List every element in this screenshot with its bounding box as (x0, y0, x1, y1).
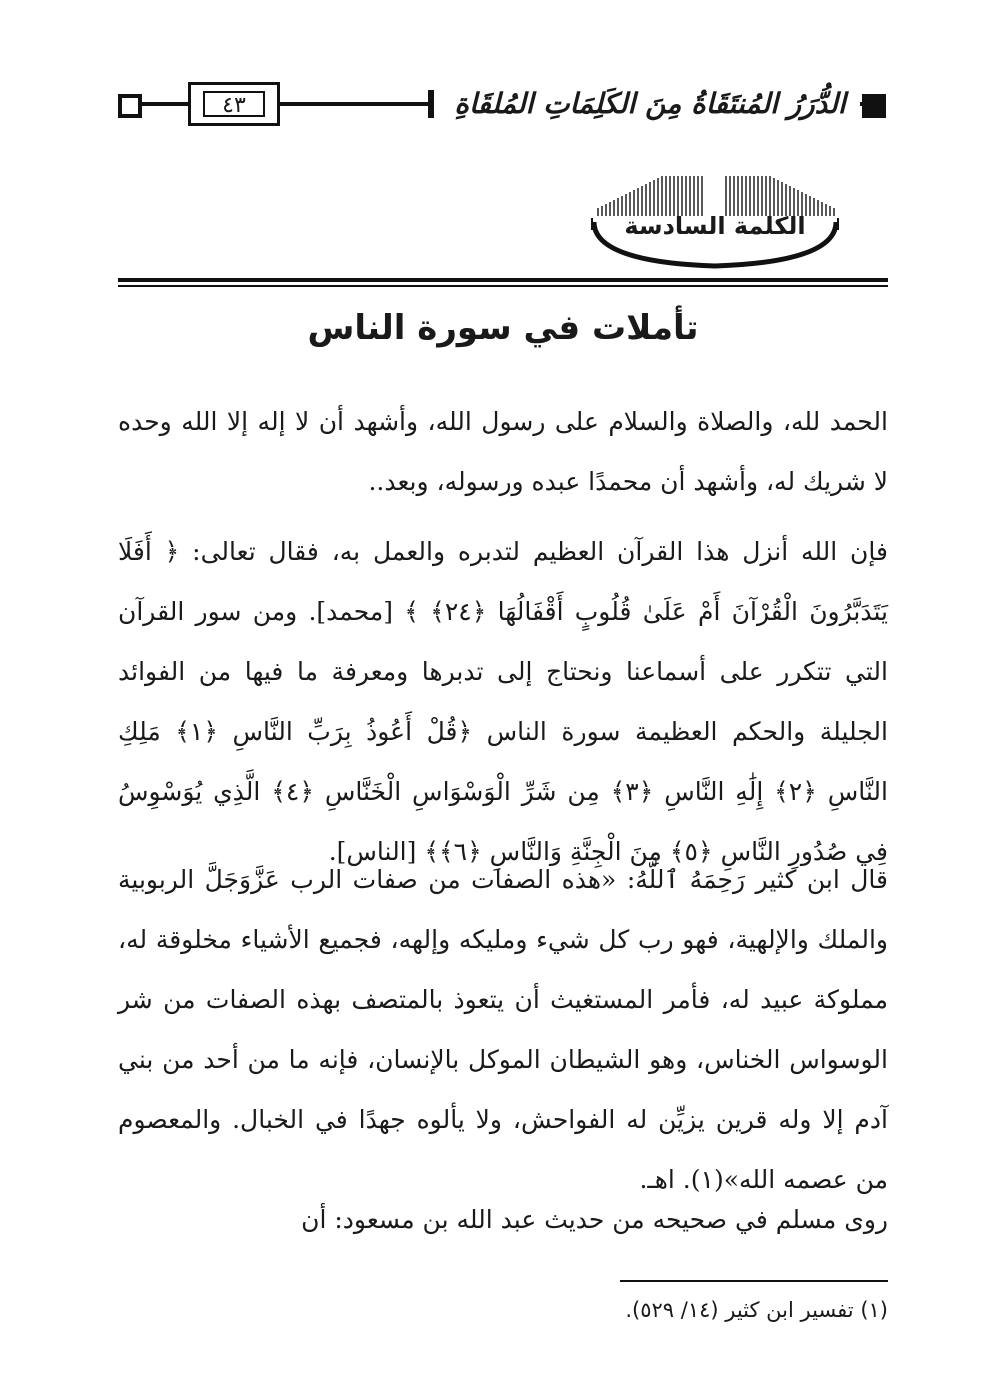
header-rule-left (142, 102, 188, 106)
header-divider-bar (428, 90, 434, 118)
running-title: الدُّرَرُ المُنتَقَاةُ مِنَ الكَلِمَاتِ المُلقَاةِ (454, 87, 846, 120)
header-left-square (118, 94, 142, 118)
paragraph-4 (118, 1190, 888, 1250)
page-title: تأملات في سورة الناس (307, 308, 699, 348)
chapter-label: الكلمة السادسة (624, 212, 806, 240)
footnote: (١) تفسير ابن كثير (١٤/ ٥٢٩). (625, 1298, 888, 1322)
footnote-rule (620, 1280, 888, 1282)
paragraph-4-text: روى مسلم في صحيحه من حديث عبد الله بن مسعود: أن (301, 1205, 888, 1234)
page-number-frame (188, 82, 280, 126)
paragraph-1-text: الحمد لله، والصلاة والسلام على رسول الله، وأشهد أن لا إله إلا الله وحده لا شريك له، وأشهد أن محمدًا عبده ورسوله، وبعد.. (118, 407, 889, 496)
paragraph-1 (118, 392, 888, 512)
paragraph-2 (118, 522, 889, 866)
paragraph-3-text: قال ابن كثير رَحِمَهُ ٱللَّهُ: «هذه الصفات من صفات الرب عَزَّوَجَلَّ الربوبية والملك والإلهية، فهو رب كل شيء ومليكه وإلهه، فجميع الأشياء مخلوقة له، مملوكة عبيد له، فأمر المستغيث أن يتعوذ بالمتصف بهذه الصفات من شر الوسواس الخناس، وهو الشيطان الموكل بالإنسان، فإنه ما من أحد من بني آدم إلا وله قرين يزيِّن له الفواحش، ولا يألوه جهدًا في الخبال. والمعصوم من عصمه الله»(١). اهـ. (118, 865, 888, 1194)
chapter-badge (590, 176, 840, 272)
paragraph-2-text: فإن الله أنزل هذا القرآن العظيم لتدبره والعمل به، فقال تعالى: ﴿ أَفَلَا يَتَدَبَّرُونَ الْقُرْآنَ أَمْ عَلَىٰ قُلُوبٍ أَقْفَالُهَا ﴿٢٤﴾ ﴾ [محمد]. ومن سور القرآن التي تتكرر على أسماعنا ونحتاج إلى تدبرها ومعرفة ما فيها من الفوائد الجليلة والحكم العظيمة سورة الناس ﴿قُلْ أَعُوذُ بِرَبِّ النَّاسِ ﴿١﴾ مَلِكِ النَّاسِ ﴿٢﴾ إِلَٰهِ النَّاسِ ﴿٣﴾ مِن شَرِّ الْوَسْوَاسِ الْخَنَّاسِ ﴿٤﴾ الَّذِي يُوَسْوِسُ فِي صُدُورِ النَّاسِ ﴿٥﴾ مِنَ الْجِنَّةِ وَالنَّاسِ ﴿٦﴾﴾ [الناس]. (118, 537, 889, 866)
badge-arc-ornament (590, 216, 840, 272)
header-right-square (862, 94, 886, 118)
section-rule-bottom (118, 285, 888, 287)
page-number: ٤٣ (203, 91, 265, 117)
section-rule-top (118, 278, 888, 282)
header-rule-middle (280, 102, 434, 106)
paragraph-3 (118, 850, 888, 1194)
